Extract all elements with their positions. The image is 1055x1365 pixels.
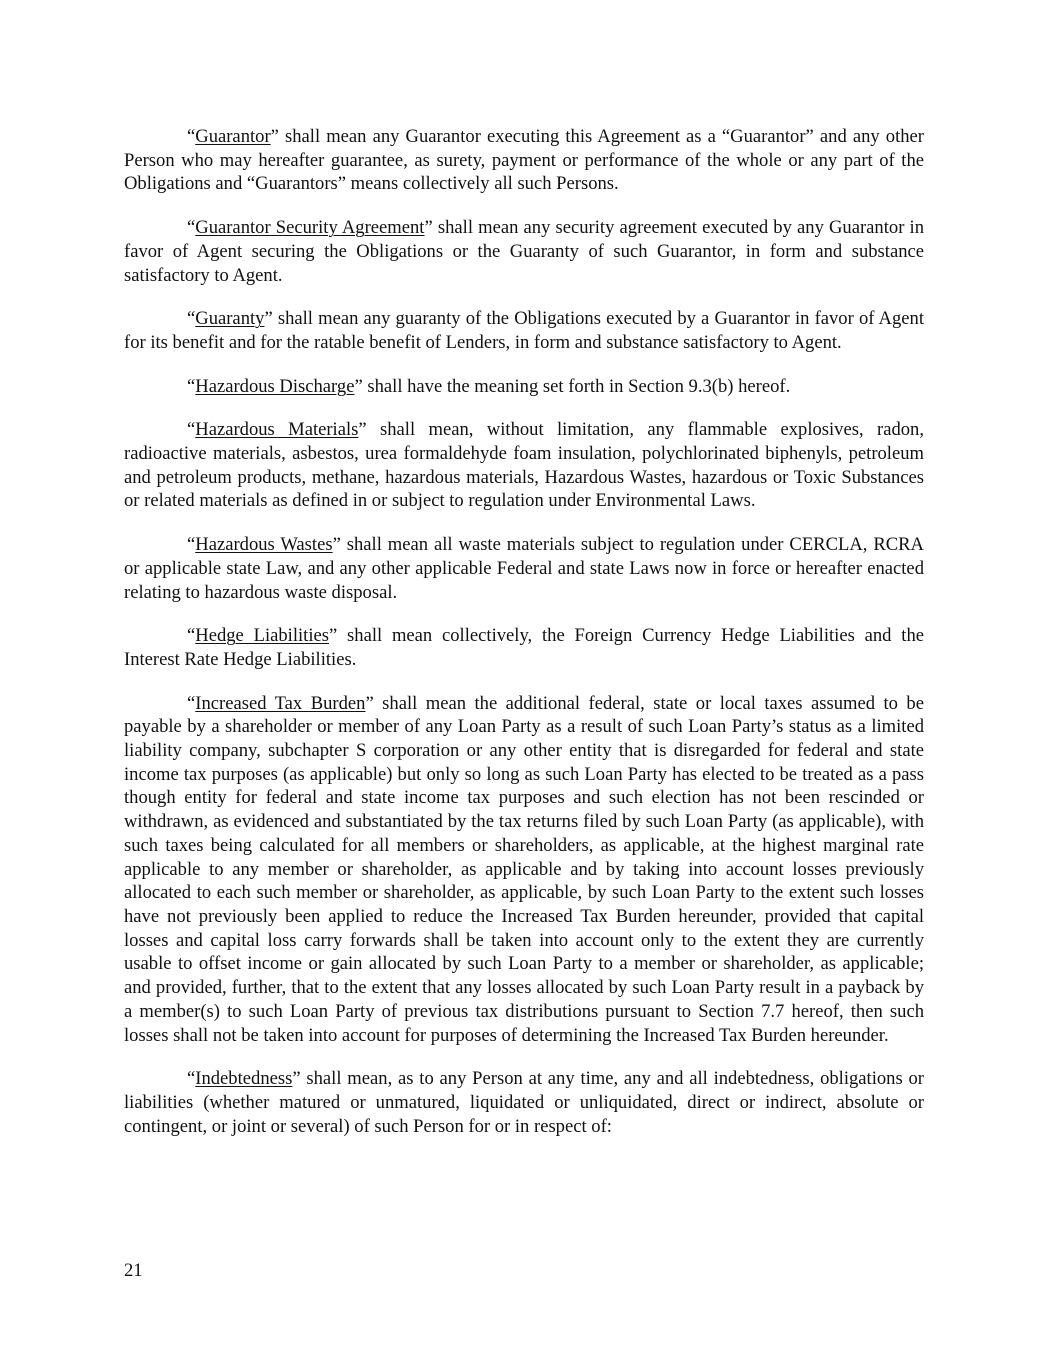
document-page (124, 125, 924, 1158)
defined-term: Hazardous Discharge (195, 375, 355, 397)
definition-text: ” shall mean, without limitation, any flammable explosives, radon, radioactive materials, asbestos, urea formaldehyde foam insulation, polychlorinated biphenyls, petroleum and petroleum products, methane, hazardous materials, Hazardous Wastes, hazardous or Toxic Substances or related materials as defined in or subject to regulation under Environmental Laws. (124, 419, 924, 512)
defined-term: Hazardous Materials (195, 419, 359, 441)
definition-text: ” shall have the meaning set forth in Section 9.3(b) hereof. (354, 375, 791, 397)
definition-text: ” shall mean the additional federal, state or local taxes assumed to be payable by a shareholder or member of any Loan Party as a result of such Loan Party’s status as a limited liability company, subchapter S corporation or any other entity that is disregarded for federal and state income tax purposes (as applicable) but only so long as such Loan Party has elected to be treated as a pass though entity for federal and state income tax purposes and such election has not been rescinded or withdrawn, as evidenced and substantiated by the tax returns filed by such Loan Party (as applicable), with such taxes being calculated for all members or shareholders, as applicable, at the highest marginal rate applicable to any member or shareholder, as applicable and by taking into account losses previously allocated to each such member or shareholder, as applicable, by such Loan Party to the extent such losses have not previously been applied to reduce the Increased Tax Burden hereunder, provided that capital losses and capital loss carry forwards shall be taken into account only to the extent they are currently usable to offset income or gain allocated by such Loan Party to a member or shareholder, as applicable; and provided, further, that to the extent that any losses allocated by such Loan Party result in a payback by a member(s) to such Loan Party of previous tax distributions pursuant to Section 7.7 hereof, then such losses shall not be taken into account for purposes of determining the Increased Tax Burden hereunder. (124, 692, 924, 1046)
defined-term: Guarantor Security Agreement (195, 217, 425, 239)
definition-hazardous-discharge: “Hazardous Discharge” shall have the meaning set forth in Section 9.3(b) hereof. (187, 375, 791, 397)
definition-hazardous-wastes: “Hazardous Wastes” shall mean all waste materials subject to regulation under CERCLA, RCRA or applicable state Law, and any other applicable Federal and state Laws now in force or hereafter enacted relating to hazardous waste disposal. (124, 534, 924, 603)
page-number: 21 (124, 1260, 143, 1281)
defined-term: Indebtedness (195, 1068, 293, 1090)
definition-guaranty: “Guaranty” shall mean any guaranty of the Obligations executed by a Guarantor in favor of Agent for its benefit and for the ratable benefit of Lenders, in form and substance satisfactory to Agent. (124, 308, 924, 353)
defined-term: Increased Tax Burden (195, 692, 366, 714)
defined-term: Hazardous Wastes (195, 534, 333, 556)
defined-term: Guarantor (195, 126, 271, 147)
defined-term: Hedge Liabilities (195, 625, 329, 647)
definition-text: ” shall mean any guaranty of the Obligations executed by a Guarantor in favor of Agent for its benefit and for the ratable benefit of Lenders, in form and substance satisfactory to Agent. (124, 308, 924, 353)
definition-text: ” shall mean all waste materials subject to regulation under CERCLA, RCRA or applicable state Law, and any other applicable Federal and state Laws now in force or hereafter enacted relating to hazardous waste disposal. (124, 534, 924, 603)
definition-indebtedness: “Indebtedness” shall mean, as to any Person at any time, any and all indebtedness, obligations or liabilities (whether matured or unmatured, liquidated or unliquidated, direct or indirect, absolute or contingent, or joint or several) of such Person for or in respect of: (124, 1068, 924, 1137)
defined-term: Guaranty (195, 308, 265, 330)
definition-text: ” shall mean any Guarantor executing this Agreement as a “Guarantor” and any other Person who may hereafter guarantee, as surety, payment or performance of the whole or any part of the Obligations and “Guarantors” means collectively all such Persons. (124, 126, 924, 195)
definition-hazardous-materials: “Hazardous Materials” shall mean, without limitation, any flammable explosives, radon, radioactive materials, asbestos, urea formaldehyde foam insulation, polychlorinated biphenyls, petroleum and petroleum products, methane, hazardous materials, Hazardous Wastes, hazardous or Toxic Substances or related materials as defined in or subject to regulation under Environmental Laws. (124, 419, 924, 512)
definition-text: ” shall mean collectively, the Foreign Currency Hedge Liabilities and the Interest Rate Hedge Liabilities. (124, 625, 924, 670)
definition-increased-tax-burden: “Increased Tax Burden” shall mean the additional federal, state or local taxes assumed to be payable by a shareholder or member of any Loan Party as a result of such Loan Party’s status as a limited liability company, subchapter S corporation or any other entity that is disregarded for federal and state income tax purposes (as applicable) but only so long as such Loan Party has elected to be treated as a pass though entity for federal and state income tax purposes and such election has not been rescinded or withdrawn, as evidenced and substantiated by the tax returns filed by such Loan Party (as applicable), with such taxes being calculated for all members or shareholders, as applicable, at the highest marginal rate applicable to any member or shareholder, as applicable and by taking into account losses previously allocated to each such member or shareholder, as applicable, by such Loan Party to the extent such losses have not previously been applied to reduce the Increased Tax Burden hereunder, provided that capital losses and capital loss carry forwards shall be taken into account only to the extent they are currently usable to offset income or gain allocated by such Loan Party to a member or shareholder, as applicable; and provided, further, that to the extent that any losses allocated by such Loan Party result in a payback by a member(s) to such Loan Party of previous tax distributions pursuant to Section 7.7 hereof, then such losses shall not be taken into account for purposes of determining the Increased Tax Burden hereunder. (124, 692, 924, 1046)
definition-hedge-liabilities: “Hedge Liabilities” shall mean collectively, the Foreign Currency Hedge Liabilities and the Interest Rate Hedge Liabilities. (124, 625, 924, 670)
definition-text: ” shall mean, as to any Person at any time, any and all indebtedness, obligations or liabilities (whether matured or unmatured, liquidated or unliquidated, direct or indirect, absolute or contingent, or joint or several) of such Person for or in respect of: (124, 1068, 924, 1137)
definition-text: ” shall mean any security agreement executed by any Guarantor in favor of Agent securing the Obligations or the Guaranty of such Guarantor, in form and substance satisfactory to Agent. (124, 217, 924, 286)
definition-guarantor: “Guarantor” shall mean any Guarantor executing this Agreement as a “Guarantor” and any other Person who may hereafter guarantee, as surety, payment or performance of the whole or any part of the Obligations and “Guarantors” means collectively all such Persons. (124, 126, 924, 195)
definition-guarantor-security-agreement: “Guarantor Security Agreement” shall mean any security agreement executed by any Guarantor in favor of Agent securing the Obligations or the Guaranty of such Guarantor, in form and substance satisfactory to Agent. (124, 217, 924, 286)
